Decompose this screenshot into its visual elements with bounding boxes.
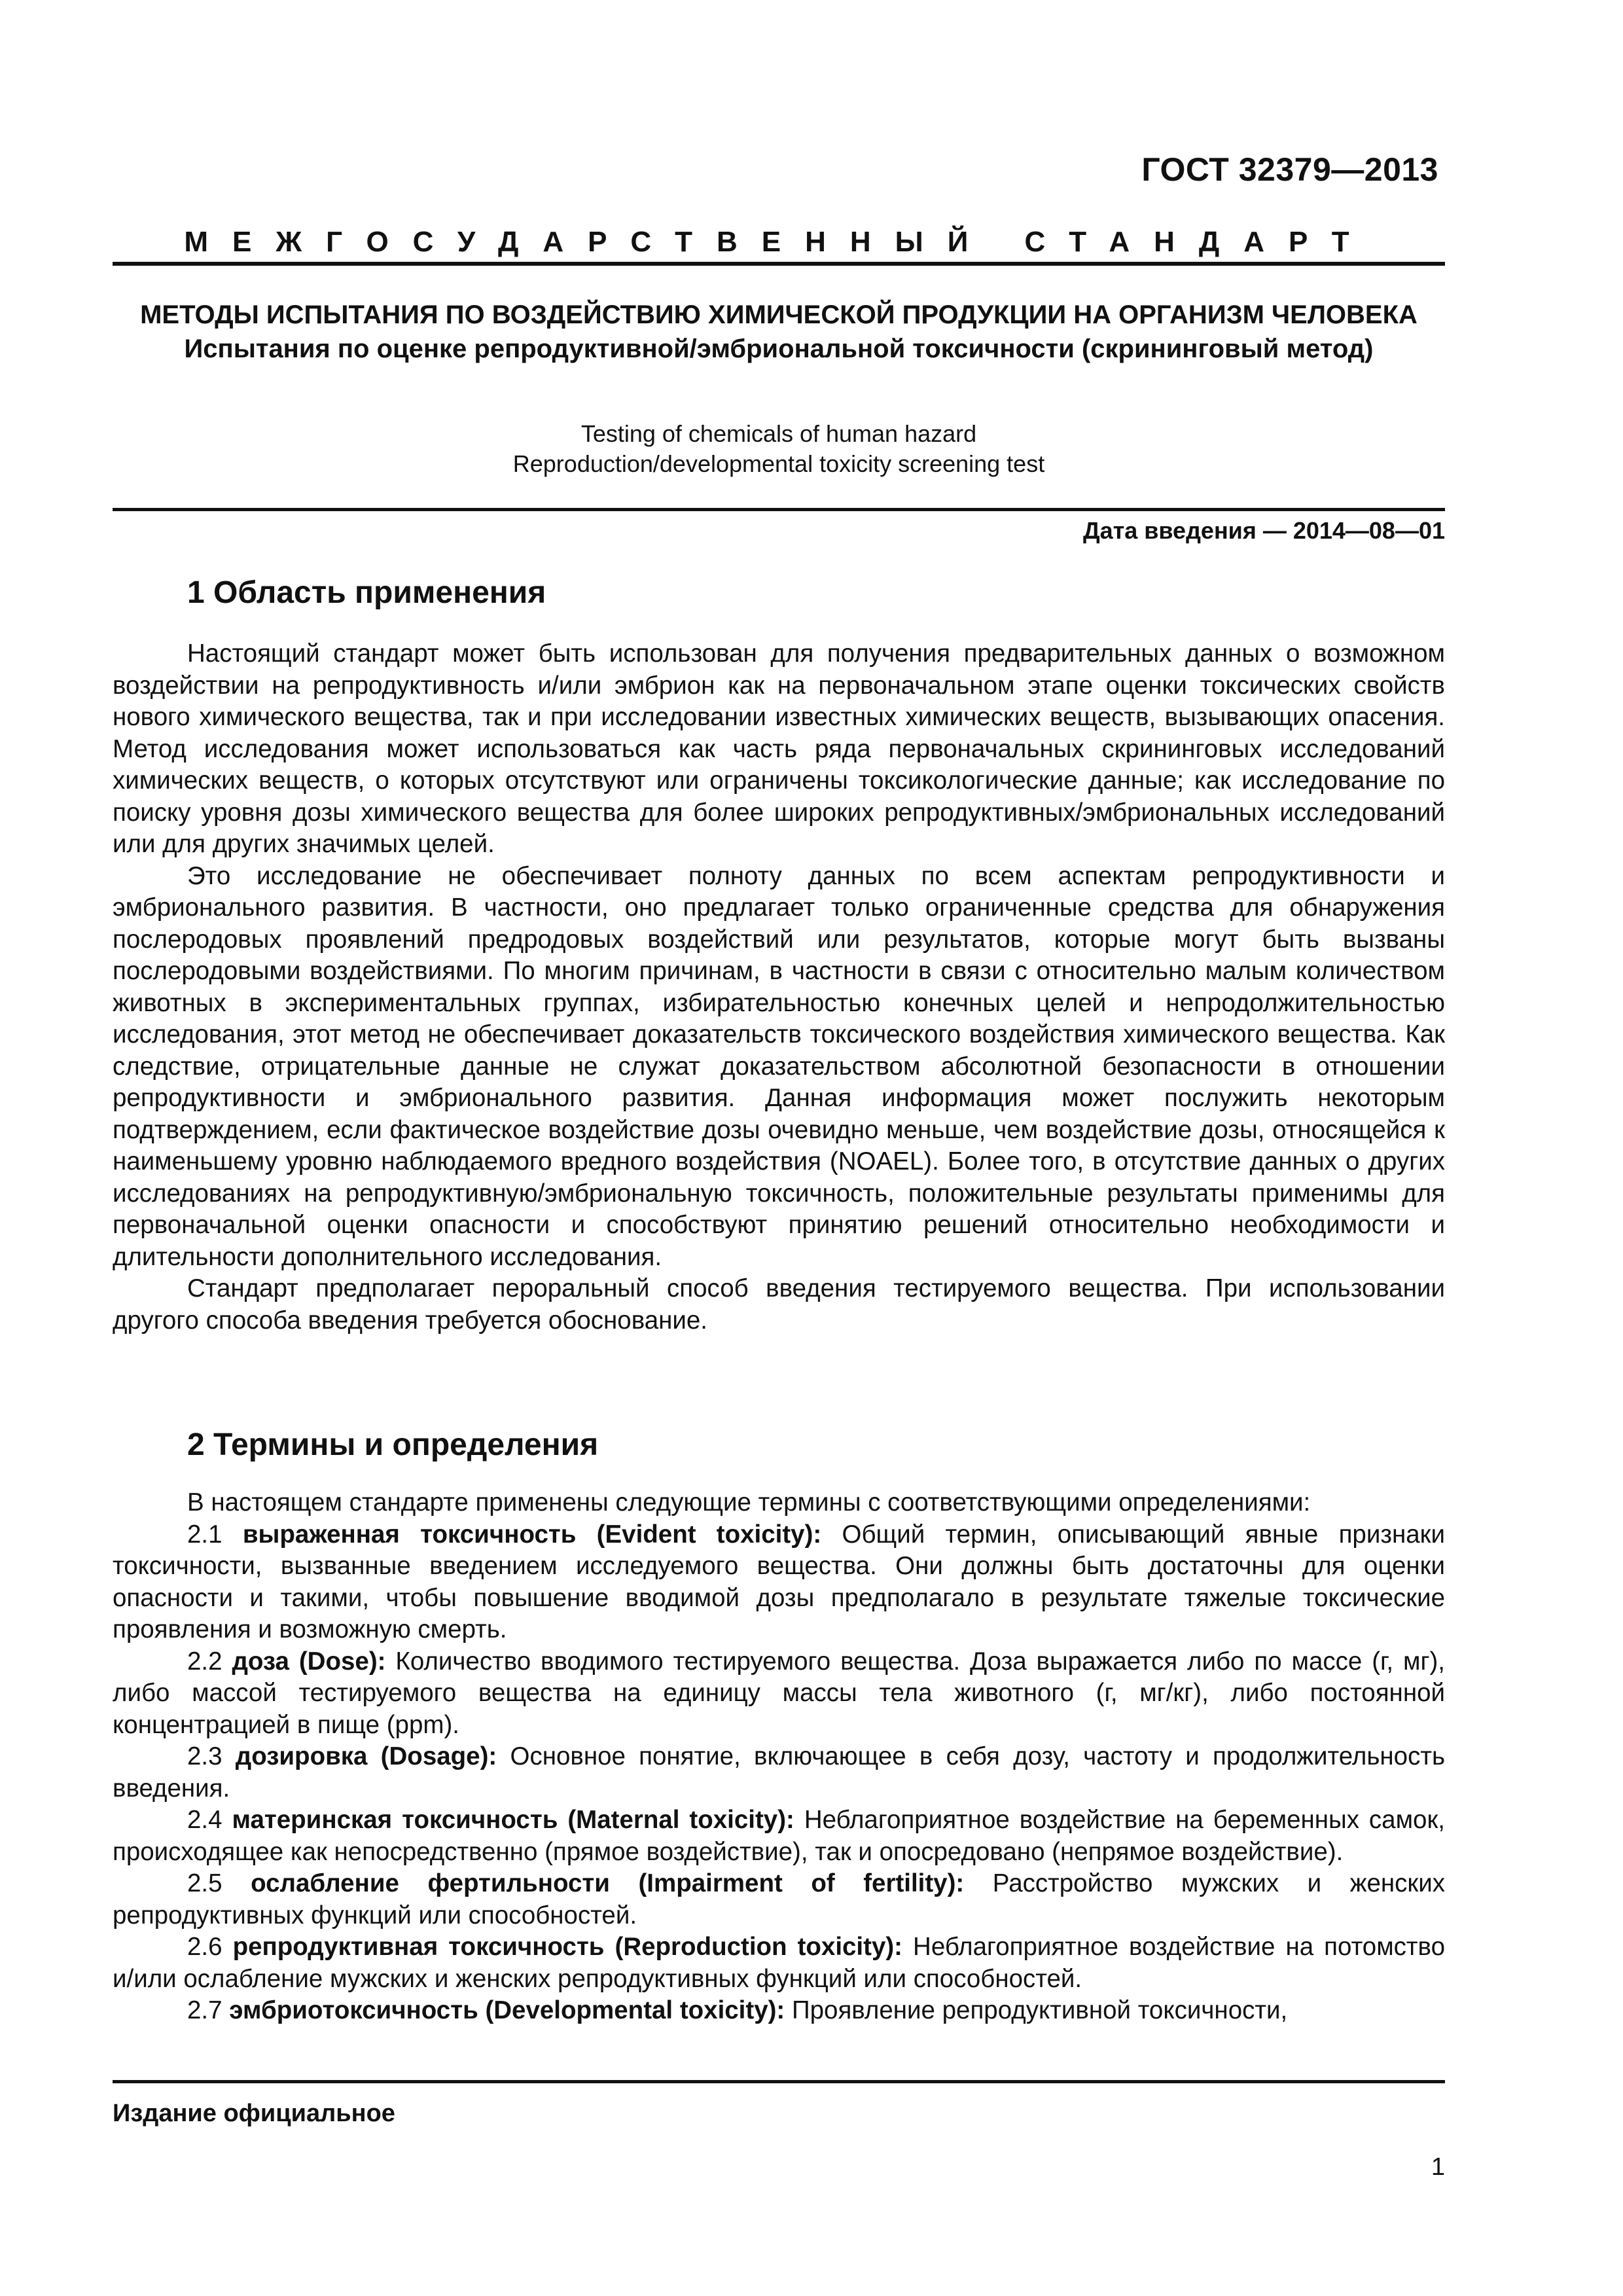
term-number: 2.5 bbox=[187, 1869, 223, 1897]
term-number: 2.3 bbox=[187, 1742, 223, 1770]
term-definition bbox=[113, 1995, 1445, 2027]
document-subtitle: Испытания по оценке репродуктивной/эмбриональной токсичности (скрининговый метод) bbox=[184, 334, 1374, 363]
section-body bbox=[113, 1487, 1445, 2027]
term-name: репродуктивная токсичность (Reproduction toxicity): bbox=[232, 1933, 903, 1961]
paragraph: Настоящий стандарт может быть использован для получения предварительных данных о возможном воздействии на репродуктивность и/или эмбрион как на первоначальном этапе оценки токсических свойств нового химического вещества, так и при исследовании известных химических веществ, вызывающих опасения. Метод исследования может использоваться как часть ряда первоначальных скрининговых исследований химических веществ, о которых отсутствуют или ограничены токсикологические данные; как исследование по поиску уровня дозы химического вещества для более широких репродуктивных/эмбриональных исследований или для других значимых целей. bbox=[113, 639, 1445, 858]
section-heading: 2 Термины и определения bbox=[187, 1427, 599, 1462]
english-title-line: Reproduction/developmental toxicity screening test bbox=[512, 450, 1045, 477]
paragraph: Это исследование не обеспечивает полноту данных по всем аспектам репродуктивности и эмбрионального развития. В частности, оно предлагает только ограниченные средства для обнаружения послеродовых проявлений предродовых воздействий или результатов, которые могут быть вызваны послеродовыми воздействиями. По многим причинам, в частности в связи с относительно малым количеством животных в экспериментальных группах, избирательностью конечных целей и непродолжительностью исследования, этот метод не обеспечивает доказательств токсического воздействия химического вещества. Как следствие, отрицательные данные не служат доказательством абсолютной безопасности в отношении репродуктивности и эмбрионального развития. Данная информация может послужить некоторым подтверждением, если фактическое воздействие дозы очевидно меньше, чем воздействие дозы, относящейся к наименьшему уровню наблюдаемого вредного воздействия (NOAEL). Более того, в отсутствие данных о других исследованиях на репродуктивную/эмбриональную токсичность, положительные результаты применимы для первоначальной оценки опасности и способствуют принятию решений относительно необходимости и длительности дополнительного исследования. bbox=[113, 861, 1445, 1271]
term-text: Общий термин, описывающий явные признаки токсичности, вызванные введением исследуемого вещества. Они должны быть достаточны для оценки опасности и такими, чтобы повышение вводимой дозы предполагало в результате тяжелые токсические проявления и возможную смерть. bbox=[113, 1520, 1446, 1643]
english-title-line: Testing of chemicals of human hazard bbox=[580, 420, 977, 447]
section-heading: 1 Область применения bbox=[187, 575, 546, 610]
english-title bbox=[113, 419, 1445, 479]
term-number: 2.4 bbox=[187, 1806, 223, 1834]
term-definition bbox=[113, 1804, 1445, 1868]
term-text: Неблагоприятное воздействие на беременных самок, происходящее как непосредственно (прямое воздействие), так и опосредовано (непрямое воздействие). bbox=[113, 1806, 1445, 1866]
term-text: Количество вводимого тестируемого вещества. Доза выражается либо по массе (г, мг), либо массой тестируемого вещества на единицу массы тела животного (г, мг/кг), либо постоянной концентрацией в пище (ppm). bbox=[113, 1647, 1446, 1739]
term-number: 2.7 bbox=[187, 1996, 223, 2024]
term-number: 2.2 bbox=[187, 1647, 223, 1676]
term-name: эмбриотоксичность (Developmental toxicity): bbox=[229, 1996, 785, 2024]
term-definition bbox=[113, 1868, 1445, 1931]
term-text: Основное понятие, включающее в себя дозу, частоту и продолжительность введения. bbox=[113, 1742, 1446, 1803]
term-text: Расстройство мужских и женских репродуктивных функций или способностей. bbox=[113, 1869, 1446, 1929]
term-number: 2.6 bbox=[187, 1933, 223, 1961]
introduction-date: Дата введения — 2014—08—01 bbox=[1082, 517, 1445, 544]
edition-note: Издание официальное bbox=[113, 2100, 395, 2127]
term-name: дозировка (Dosage): bbox=[235, 1742, 497, 1770]
standard-type: МЕЖГОСУДАРСТВЕННЫЙ СТАНДАРТ bbox=[184, 226, 1374, 258]
term-definition bbox=[113, 1931, 1445, 1995]
gost-number: ГОСТ 32379—2013 bbox=[1141, 151, 1438, 188]
term-name: выраженная токсичность (Evident toxicity): bbox=[242, 1520, 822, 1549]
footer-rule bbox=[113, 2080, 1445, 2083]
document-title: МЕТОДЫ ИСПЫТАНИЯ ПО ВОЗДЕЙСТВИЮ ХИМИЧЕСКОЙ ПРОДУКЦИИ НА ОРГАНИЗМ ЧЕЛОВЕКА bbox=[140, 300, 1418, 329]
term-name: доза (Dose): bbox=[232, 1647, 386, 1676]
term-number: 2.1 bbox=[187, 1520, 223, 1549]
term-definition bbox=[113, 1741, 1445, 1804]
term-definition bbox=[113, 1646, 1445, 1742]
title-block bbox=[113, 298, 1445, 365]
page-number: 1 bbox=[1431, 2153, 1445, 2181]
top-rule bbox=[113, 262, 1445, 266]
term-text: Неблагоприятное воздействие на потомство и/или ослабление мужских и женских репродуктивных функций или способностей. bbox=[113, 1933, 1445, 1993]
term-name: материнская токсичность (Maternal toxicity): bbox=[232, 1806, 794, 1834]
term-name: ослабление фертильности (Impairment of fertility): bbox=[251, 1869, 965, 1897]
term-text: Проявление репродуктивной токсичности, bbox=[791, 1996, 1288, 2024]
paragraph: В настоящем стандарте применены следующие термины с соответствующими определениями: bbox=[187, 1488, 1311, 1516]
title-rule bbox=[113, 508, 1445, 511]
term-definition bbox=[113, 1519, 1445, 1646]
section-body bbox=[113, 638, 1445, 1336]
paragraph: Стандарт предполагает пероральный способ введения тестируемого вещества. При использовании другого способа введения требуется обоснование. bbox=[113, 1274, 1445, 1335]
